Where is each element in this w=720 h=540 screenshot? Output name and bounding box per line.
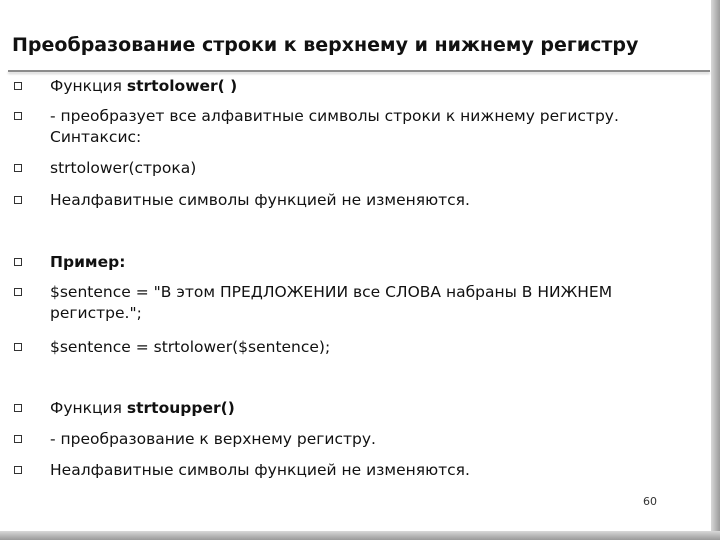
example-heading: Пример: bbox=[50, 253, 126, 271]
square-bullet-icon bbox=[14, 82, 22, 90]
code-line: $sentence = strtolower($sentence); bbox=[50, 338, 331, 356]
bullet-text bbox=[50, 398, 704, 419]
bullet-text bbox=[50, 76, 704, 97]
bullet-text: Неалфавитные символы функцией не изменяются. bbox=[50, 191, 470, 209]
square-bullet-icon bbox=[14, 288, 22, 296]
code-line: $sentence = "В этом ПРЕДЛОЖЕНИИ все СЛОВА набраны В НИЖНЕМ регистре."; bbox=[50, 283, 613, 322]
square-bullet-icon bbox=[14, 404, 22, 412]
slide-right-shadow bbox=[711, 0, 720, 540]
slide-title: Преобразование строки к верхнему и нижнему регистру bbox=[12, 34, 639, 56]
bullet-text: - преобразует все алфавитные символы строки к нижнему регистру. Синтаксис: bbox=[50, 107, 619, 146]
square-bullet-icon bbox=[14, 466, 22, 474]
square-bullet-icon bbox=[14, 258, 22, 266]
bullet-text: - преобразование к верхнему регистру. bbox=[50, 430, 376, 448]
square-bullet-icon bbox=[14, 164, 22, 172]
function-name: strtoupper() bbox=[126, 399, 235, 417]
square-bullet-icon bbox=[14, 435, 22, 443]
bullet-prefix: Функция bbox=[50, 399, 127, 417]
bullet-prefix: Функция bbox=[50, 77, 127, 95]
bullet-text: strtolower(строка) bbox=[50, 159, 197, 177]
page-number: 60 bbox=[643, 495, 657, 508]
square-bullet-icon bbox=[14, 343, 22, 351]
function-name: strtolower( ) bbox=[126, 77, 238, 95]
square-bullet-icon bbox=[14, 112, 22, 120]
title-divider bbox=[8, 70, 710, 72]
square-bullet-icon bbox=[14, 196, 22, 204]
slide-bottom-shadow bbox=[0, 531, 720, 540]
bullet-text: Неалфавитные символы функцией не изменяются. bbox=[50, 461, 470, 479]
